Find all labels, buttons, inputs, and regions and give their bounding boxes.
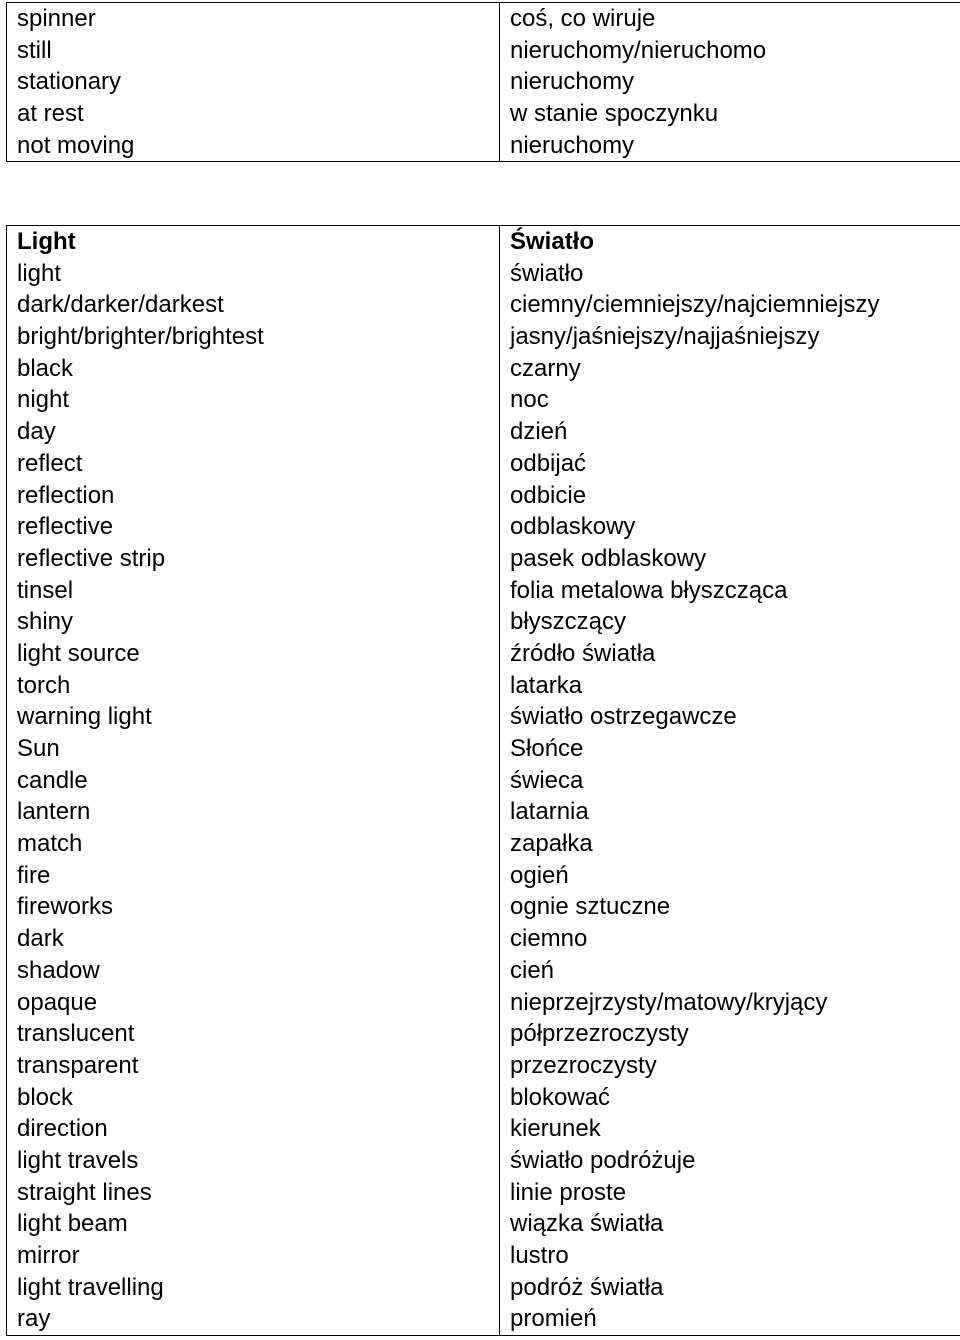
section-heading-pl: Światło [510,228,595,255]
polish-translation: błyszczący [510,608,627,636]
polish-translation: kierunek [510,1115,601,1143]
english-term: Sun [17,735,60,762]
polish-translation: latarnia [510,798,589,826]
english-term: direction [17,1115,108,1143]
english-term: tinsel [17,576,74,604]
english-term: block [17,1083,74,1111]
english-term: black [17,354,74,382]
english-term: spinner [17,5,96,32]
english-term: transparent [17,1051,139,1079]
polish-translation: odblaskowy [510,513,636,541]
english-term: warning light [17,703,152,731]
polish-translation: podróż światła [510,1273,664,1301]
polish-translation: przezroczysty [510,1051,657,1079]
polish-translation: lustro [510,1242,569,1269]
vocab-table-motion [6,2,960,162]
english-term: shiny [17,608,74,636]
english-term: dark/darker/darkest [17,291,224,319]
english-term: light [17,259,62,287]
polish-translation: źródło światła [510,639,656,667]
polish-translation: Słońce [510,735,584,762]
polish-translation: pasek odblaskowy [510,544,707,572]
english-term: reflect [17,449,83,477]
english-term: bright/brighter/brightest [17,323,264,351]
polish-translation: latarka [510,671,583,699]
polish-translation: promień [510,1305,597,1333]
english-term: torch [17,671,71,699]
english-term: lantern [17,798,91,826]
polish-column [500,226,960,1336]
english-term: at rest [17,100,84,128]
polish-column [500,3,960,162]
polish-translation: ognie sztuczne [510,893,671,921]
english-term: dark [17,925,64,953]
polish-translation: nieruchomy [510,68,635,96]
polish-translation: nieruchomy [510,131,635,159]
english-term: opaque [17,988,98,1016]
english-term: fire [17,861,51,889]
polish-translation: noc [510,386,549,414]
english-term: light beam [17,1210,128,1238]
polish-translation: folia metalowa błyszcząca [510,576,788,604]
english-term: match [17,830,83,858]
polish-translation: ogień [510,861,569,889]
polish-translation: światło podróżuje [510,1146,696,1174]
table-row [7,226,960,1336]
english-term: light source [17,639,140,667]
english-term: translucent [17,1020,135,1048]
polish-translation: jasny/jaśniejszy/najjaśniejszy [510,323,820,351]
polish-translation: odbijać [510,449,587,477]
polish-translation: dzień [510,418,568,446]
polish-translation: ciemny/ciemniejszy/najciemniejszy [510,291,880,319]
english-term: not moving [17,131,135,159]
polish-translation: półprzezroczysty [510,1020,689,1048]
english-term: stationary [17,68,122,96]
polish-translation: odbicie [510,481,587,509]
polish-translation: blokować [510,1083,611,1111]
english-term: reflection [17,481,115,509]
polish-translation: światło ostrzegawcze [510,703,737,731]
polish-translation: zapałka [510,830,593,858]
english-term: day [17,418,56,446]
vocab-table-light [6,225,960,1336]
english-term: straight lines [17,1178,152,1206]
english-column [7,226,500,1336]
english-term: reflective [17,513,114,541]
polish-translation: nieruchomy/nieruchomo [510,36,767,64]
english-term: candle [17,766,88,794]
polish-translation: cień [510,956,555,984]
english-column [7,3,500,162]
polish-translation: świeca [510,766,584,794]
english-term: night [17,386,70,414]
polish-translation: coś, co wiruje [510,5,656,32]
polish-translation: czarny [510,354,581,382]
english-term: shadow [17,956,100,984]
section-heading-en: Light [17,228,76,255]
polish-translation: wiązka światła [510,1210,664,1238]
polish-translation: linie proste [510,1178,627,1206]
english-term: ray [17,1305,51,1333]
polish-translation: światło [510,259,584,287]
english-term: still [17,36,52,64]
english-term: reflective strip [17,544,166,572]
table-row [7,3,960,162]
english-term: light travelling [17,1273,164,1301]
polish-translation: w stanie spoczynku [510,100,719,128]
english-term: mirror [17,1242,80,1269]
english-term: fireworks [17,893,114,921]
polish-translation: ciemno [510,925,588,953]
polish-translation: nieprzejrzysty/matowy/kryjący [510,988,828,1016]
english-term: light travels [17,1146,139,1174]
